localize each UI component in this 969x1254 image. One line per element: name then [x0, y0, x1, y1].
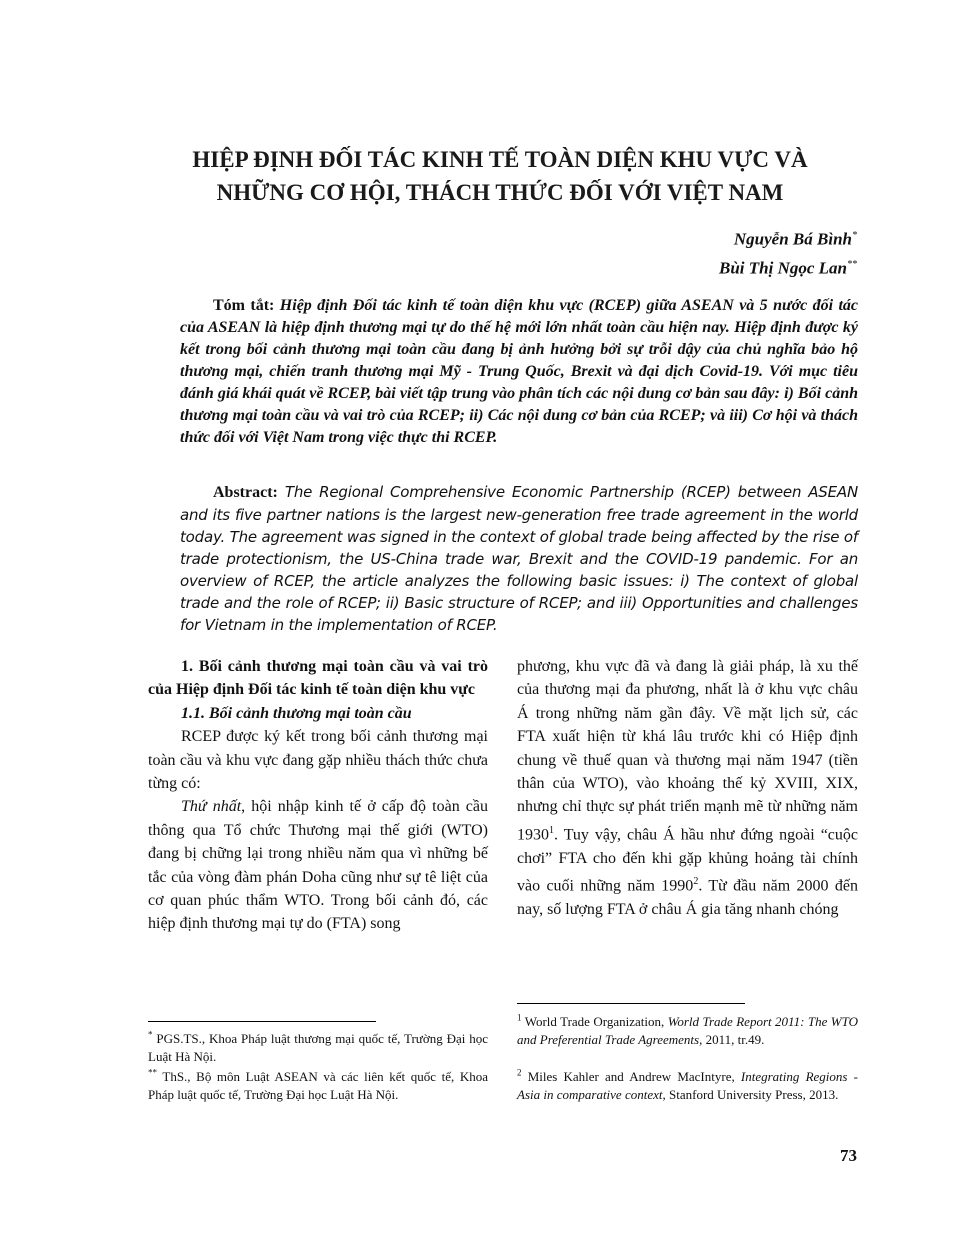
body-paragraph-2: [148, 795, 488, 935]
author-2: [719, 253, 857, 281]
footnote-mark: *: [148, 1029, 153, 1040]
title-line-2: NHỮNG CƠ HỘI, THÁCH THỨC ĐỐI VỚI VIỆT NAM: [216, 180, 784, 205]
footnote-pre: World Trade Organization,: [524, 1014, 668, 1029]
body-paragraph-1: RCEP được ký kết trong bối cảnh thương mại toàn cầu và khu vực đang gặp nhiều thách thức chưa từng có:: [148, 728, 488, 793]
author-1: [734, 224, 857, 252]
paragraph-2-text: , hội nhập kinh tế ở cấp độ toàn cầu thông qua Tổ chức Thương mại thế giới (WTO) đang bị chững lại trong nhiều năm qua vì những bế tắc của vòng đàm phán Doha cũng như sự tê liệt của cơ quan phúc thẩm WTO. Trong bối cảnh đó, các hiệp định thương mại tự do (FTA) song: [148, 798, 488, 933]
author-1-mark: *: [852, 230, 857, 241]
abstract-vietnamese: [180, 295, 858, 449]
abstract-en-label: Abstract:: [213, 484, 278, 501]
section-heading-1: 1. Bối cảnh thương mại toàn cầu và vai trò của Hiệp định Đối tác kinh tế toàn diện khu vực: [148, 658, 488, 699]
footnote-right-2: [517, 1068, 858, 1104]
footnote-pre: Miles Kahler and Andrew MacIntyre,: [527, 1069, 741, 1084]
footnote-text: PGS.TS., Khoa Pháp luật thương mại quốc tế, Trường Đại học Luật Hà Nội.: [148, 1031, 488, 1064]
footnote-mark: **: [148, 1067, 157, 1078]
body-column-right: [517, 655, 858, 921]
footnote-ref-2: 2: [693, 875, 699, 887]
footnote-title: Integrating Regions - Asia in comparative context: [517, 1069, 858, 1102]
footnote-left-1: [148, 1030, 488, 1066]
author-1-name: Nguyễn Bá Bình: [733, 229, 852, 249]
author-2-mark: **: [847, 259, 857, 270]
author-2-name: Bùi Thị Ngọc Lan: [719, 258, 847, 278]
paragraph-lead: Thứ nhất: [181, 798, 242, 816]
right-text-a: phương, khu vực đã và đang là giải pháp, là xu thế của thương mại đa phương, nhất là ở khu vực châu Á trong những năm gần đây. Về mặt lịch sử, các FTA xuất hiện từ khá lâu trước khi có Hiệp định chung về thuế quan và thương mại năm 1947 (tiền thân của WTO), vào khoảng thế kỷ XVIII, XIX, nhưng chỉ thực sự phát triển mạnh mẽ từ những năm 1930: [517, 658, 858, 844]
footnote-ref-1: 1: [549, 824, 554, 836]
abstract-vi-text: Hiệp định Đối tác kinh tế toàn diện khu vực (RCEP) giữa ASEAN và 5 nước đối tác của ASEAN là hiệp định thương mại tự do thế hệ mới lớn nhất toàn cầu hiện nay. Hiệp định được ký kết trong bối cảnh thương mại toàn cầu đang bị ảnh hưởng bởi sự trỗi dậy của chủ nghĩa bảo hộ thương mại, chiến tranh thương mại Mỹ - Trung Quốc, Brexit và đại dịch Covid-19. Với mục tiêu đánh giá khái quát về RCEP, bài viết tập trung vào phân tích các nội dung cơ bản sau đây: i) Bối cảnh thương mại toàn cầu và vai trò của RCEP; ii) Các nội dung cơ bản của RCEP; và iii) Cơ hội và thách thức đối với Việt Nam trong việc thực thi RCEP.: [180, 297, 859, 446]
footnote-post: , 2011, tr.49.: [699, 1032, 765, 1047]
title-line-1: HIỆP ĐỊNH ĐỐI TÁC KINH TẾ TOÀN DIỆN KHU VỰC VÀ: [192, 147, 808, 172]
footnote-post: , Stanford University Press, 2013.: [662, 1087, 839, 1102]
footnote-right-1: [517, 1013, 858, 1049]
right-text-b: . Tuy vậy, châu Á hầu như đứng ngoài “cuộc chơi” FTA cho đến khi gặp khủng hoảng tài chính vào cuối những năm 1990: [517, 826, 858, 895]
footnote-left-2: [148, 1068, 488, 1104]
subsection-heading-1-1: 1.1. Bối cảnh thương mại toàn cầu: [181, 704, 412, 722]
footnote-title: World Trade Report 2011: The WTO and Preferential Trade Agreements: [517, 1014, 859, 1047]
abstract-en-text: The Regional Comprehensive Economic Partnership (RCEP) between ASEAN and its five partner nations is the largest new-generation free trade agreement in the world today. The agreement was signed in the context of global trade being affected by the rise of trade protectionism, the US-China trade war, Brexit and the COVID-19 pandemic. For an overview of RCEP, the article analyzes the following basic issues: i) The context of global trade and the role of RCEP; ii) Basic structure of RCEP; and iii) Opportunities and challenges for Vietnam in the implementation of RCEP.: [180, 483, 858, 634]
footnote-mark: 2: [517, 1067, 522, 1078]
abstract-english: [180, 481, 858, 636]
footnote-rule-left: [148, 1021, 376, 1022]
body-column-left: [148, 655, 488, 936]
article-title: [100, 143, 900, 209]
body-paragraph-continued: [517, 655, 858, 921]
abstract-vi-label: Tóm tắt:: [213, 297, 275, 314]
right-text-c: . Từ đầu năm 2000 đến nay, số lượng FTA ở châu Á gia tăng nhanh chóng: [517, 877, 859, 918]
page-number: 73: [840, 1146, 857, 1165]
footnote-rule-right: [517, 1003, 745, 1004]
footnote-mark: 1: [517, 1012, 522, 1023]
footnote-text: ThS., Bộ môn Luật ASEAN và các liên kết quốc tế, Khoa Pháp luật quốc tế, Trường Đại học Luật Hà Nội.: [148, 1069, 488, 1102]
